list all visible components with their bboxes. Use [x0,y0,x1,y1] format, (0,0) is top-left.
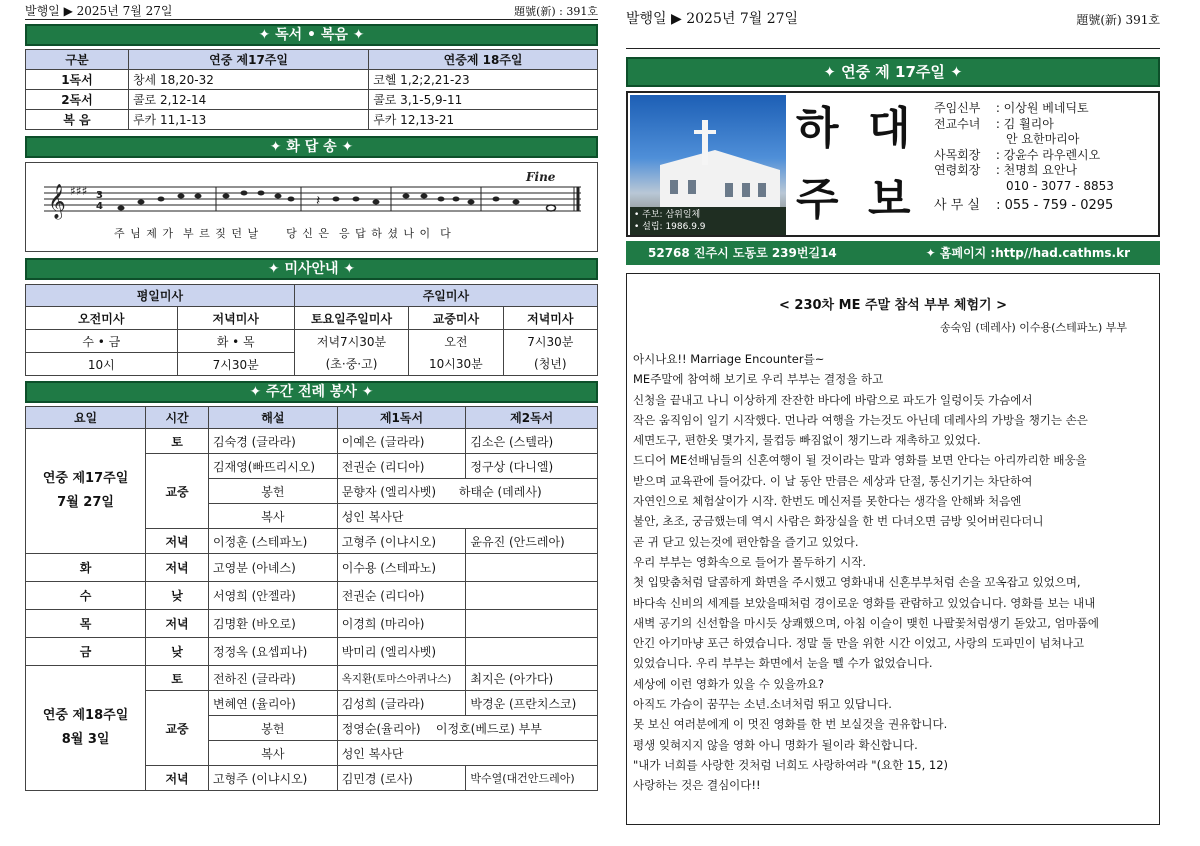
staff-row: 사목회장 : 강윤수 라우렌시오 [934,147,1101,162]
service-cell: 정정옥 (요셉피나) [209,638,338,666]
service-time: 토 [146,429,209,454]
evening-mass-time: 7시30분 [527,334,574,349]
service-cell: 윤유진 (안드레아) [466,529,598,554]
service-time: 낮 [146,638,209,666]
service-cell: 김민경 (로사) [337,766,466,791]
masthead-char: 주 [796,174,839,225]
homepage-link[interactable]: ✦ 홈페이지 :http//had.cathms.kr [925,246,1130,260]
week18-title: 연중 제18주일 [42,708,129,723]
article-line: 작은 움직임이 일기 시작했다. 먼나라 여행을 가는것도 아닌데 데레사의 가방을 챙기는 손은 [633,412,1088,427]
masthead-title [788,93,926,235]
offering-cell: 문향자 (엘리사벳) 하태순 (데레사) [337,479,597,504]
masthead-char: 하 [796,103,839,154]
psalm-lyrics: 주 님 제 가 부 르 짖 던 날 당 신 은 응 답 하 셨 나 이 다 [114,227,452,240]
mass-subheader: 토요일주일미사 [294,307,408,330]
left-pub-row [25,0,598,20]
saturday-mass-time: 저녁7시30분 [316,334,387,349]
church-photo [630,95,786,235]
service-cell: 이수용 (스테파노) [337,554,466,582]
mass-subheader: 교중미사 [409,307,503,330]
server-label: 복사 [209,741,338,766]
service-cell: 정구상 (다니엘) [466,454,598,479]
article-line: 아직도 가슴이 꿈꾸는 소년.소녀처럼 뛰고 있답니다. [633,697,892,712]
sunday-mass-header: 주일미사 [294,285,597,307]
service-header-row [26,407,598,429]
service-cell: 이정훈 (스테파노) [209,529,338,554]
staff-row: 주임신부 : 이상원 베네딕토 [934,101,1089,115]
article-line: 바다속 신비의 세계를 보았을때처럼 경이로운 영화를 관람하고 있었습니다. 영화를 보는 내내 [633,595,1096,610]
service-time: 저녁 [146,529,209,554]
mass-table [25,284,598,376]
readings-header: 연중 제17주일 [128,50,368,70]
service-cell: 서영희 (안젤라) [209,582,338,610]
offering-label: 봉헌 [209,716,338,741]
service-cell: 김재영(빠뜨리시오) [209,454,338,479]
reading-cell: 코헬 1,2;2,21-23 [369,70,598,90]
reading-cell: 창세 18,20-32 [128,70,368,90]
service-cell-empty [466,610,598,638]
mass-top-header-row [26,285,598,307]
mass-subheader: 오전미사 [26,307,178,330]
service-header: 해설 [209,407,338,429]
left-issue-no: 題號(新) : 391호 [514,5,598,18]
staff-row [934,179,1114,195]
saturday-mass-cell [294,330,408,376]
weekday-days: 수 • 금 [26,330,178,353]
article-line: ME주말에 참여해 보기로 우리 부부는 결정을 하고 [633,372,884,387]
service-cell: 옥지환(토마스아퀴나스) [337,666,466,691]
article-line: 못 보신 여러분에게 이 멋진 영화를 한 번 보실것을 권유합니다. [633,717,948,732]
service-cell: 고형주 (이냐시오) [337,529,466,554]
weekday-label: 화 [26,554,146,582]
weekday-label: 목 [26,610,146,638]
staff-value: 010 - 3077 - 8853 [1006,178,1114,193]
table-row [26,429,598,454]
weekday-days: 화 • 목 [177,330,294,353]
article-line: 불안, 초조, 궁금했는데 역시 사람은 화장실을 한 번 다녀오면 금방 잊어버린다더니 [633,514,1044,529]
week17-date: 7월 27일 [57,495,114,510]
readings-title: ✦ 독서 • 복음 ✦ [25,24,598,46]
staff-value: 강윤수 라우렌시오 [1003,147,1101,162]
article-line: 드디어 ME선배님들의 신혼여행이 될 것이라는 말과 영화를 보면 안다는 아리까리한 배웅을 [633,453,1087,468]
right-pub-row [626,0,1160,28]
masthead-char: 보 [868,174,911,225]
service-cell: 박미리 (엘리사벳) [337,638,466,666]
service-cell: 전하진 (글라라) [209,666,338,691]
svg-text:3: 3 [96,190,103,201]
service-cell: 고형주 (이냐시오) [209,766,338,791]
staff-row: 연령회장 : 천명희 요안나 [934,163,1078,177]
service-time: 저녁 [146,554,209,582]
article-line: 아시나요!! Marriage Encounter를~ [633,352,825,366]
article-line: 곧 귀 닫고 있는것에 편안함을 즐기고 있었다. [633,534,859,549]
service-cell: 고영분 (아녜스) [209,554,338,582]
table-row [26,110,598,130]
article-title: < 230차 ME 주말 참석 부부 체험기 > [779,298,1007,313]
staff-label: 연령회장 [934,163,981,177]
right-pub-date: 발행일 ▶ 2025년 7월 27일 [626,11,799,27]
staff-value: 천명희 요안나 [1003,163,1078,177]
table-row [26,554,598,582]
svg-text:♯♯♯: ♯♯♯ [70,184,88,198]
readings-header: 구분 [26,50,129,70]
service-cell-empty [466,638,598,666]
mass-subheader: 저녁미사 [177,307,294,330]
server-cell: 성인 복사단 [337,741,597,766]
service-cell: 최지은 (아가다) [466,666,598,691]
table-row [26,90,598,110]
service-cell-empty [466,582,598,610]
mass-title: ✦ 미사안내 ✦ [25,258,598,280]
service-cell: 박수열(대건안드레아) [466,766,598,791]
service-time: 낮 [146,582,209,610]
article-line: 있었습니다. 우리 부부는 화면에서 눈을 뗄 수가 없었습니다. [633,656,933,671]
left-page [25,0,598,791]
staff-value: 안 요한마리아 [1006,132,1080,146]
weekday-time: 7시30분 [177,353,294,376]
staff-row: 전교수녀 : 김 휠리아 [934,116,1054,131]
right-issue-no: 題號(新) 391호 [1076,13,1160,27]
right-page [626,0,1160,825]
table-row [26,70,598,90]
article-line: 신청을 끝내고 나니 이상하게 잔잔한 바다에 바람으로 파도가 일렁이듯 가슴에서 [633,392,1033,407]
table-row [26,610,598,638]
article-box [626,273,1160,825]
week18-cell [26,666,146,791]
article-line: 우리 부부는 영화속으로 들어가 몰두하기 시작. [633,554,867,569]
reading-cell: 루카 12,13-21 [369,110,598,130]
readings-header: 연중제 18주일 [369,50,598,70]
article-line: "내가 너희를 사랑한 것처럼 너희도 사랑하여라 "(요한 15, 12) [633,757,949,772]
service-cell: 이예은 (글라라) [337,429,466,454]
reading-cell: 콜로 2,12-14 [128,90,368,110]
service-header: 제1독서 [337,407,466,429]
table-row [26,666,598,691]
svg-text:𝄽: 𝄽 [316,193,321,209]
reading-label: 1독서 [26,70,129,90]
service-time: 토 [146,666,209,691]
evening-mass-note: (청년) [534,356,567,371]
week17-title: 연중 제17주일 [42,471,129,486]
mass-subheader: 저녁미사 [503,307,597,330]
week17-cell [26,429,146,554]
weekday-label: 수 [26,582,146,610]
article-body [633,349,1153,796]
reading-label: 2독서 [26,90,129,110]
weekday-time: 10시 [26,353,178,376]
service-header: 시간 [146,407,209,429]
main-mass-line1: 오전 [444,334,468,349]
table-row [26,330,598,353]
offering-cell: 정영순(율리아) 이정호(베드로) 부부 [337,716,597,741]
article-line: 자연인으로 체험살이가 시작. 한번도 메신저를 못한다는 생각을 안해봐 처음엔 [633,494,1022,509]
service-header: 요일 [26,407,146,429]
server-cell: 성인 복사단 [337,504,597,529]
staff-row [934,132,1114,148]
reading-cell: 콜로 3,1-5,9-11 [369,90,598,110]
service-title: ✦ 주간 전례 봉사 ✦ [25,381,598,403]
evening-mass-cell [503,330,597,376]
masthead [626,91,1160,237]
reading-cell: 루카 11,1-13 [128,110,368,130]
service-cell: 변혜연 (율리아) [209,691,338,716]
service-time: 교중 [146,691,209,766]
main-mass-cell [409,330,503,376]
service-cell: 이경희 (마리아) [337,610,466,638]
service-cell: 김명환 (바오로) [209,610,338,638]
main-mass-line2: 10시30분 [429,356,483,371]
service-time: 저녁 [146,766,209,791]
service-cell: 박경운 (프란치스코) [466,691,598,716]
article-line: 안긴 아기마냥 포근 하였습니다. 정말 둘 만을 위한 시간 이었고, 사랑의 도파민이 넘쳐나고 [633,636,1085,651]
service-cell: 김성희 (글라라) [337,691,466,716]
service-time: 교중 [146,454,209,529]
offering-label: 봉헌 [209,479,338,504]
patron-caption: • 주보: 삼위일체 [634,210,701,220]
article-line: 평생 잊혀지지 않을 영화 아니 명화가 될이라 확신합니다. [633,737,918,752]
psalm-score [25,162,598,252]
article-line: 세상에 이런 영화가 있을 수 있을까요? [633,676,825,691]
saturday-mass-note: (초·중·고) [325,356,378,371]
fine-mark: Fine [526,170,556,184]
mass-subheader-row [26,307,598,330]
staff-value: 055 - 759 - 0295 [1004,198,1114,213]
staff-label: 사목회장 [934,147,981,162]
founded-caption: • 설립: 1986.9.9 [634,222,706,232]
photo-caption [630,207,786,235]
staff-row: 사 무 실 : 055 - 759 - 0295 [934,198,1114,213]
staff-label: 주임신부 [934,101,981,115]
staff-label: 전교수녀 [934,116,981,131]
staff-label: 사 무 실 [934,198,980,213]
article-line: 세면도구, 편한옷 몇가지, 물컵등 빠짐없이 챙기느라 재촉하고 있었다. [633,433,981,448]
service-cell: 전권순 (리디아) [337,454,466,479]
weekday-label: 금 [26,638,146,666]
table-row [26,582,598,610]
svg-text:𝄞: 𝄞 [48,184,66,219]
service-cell: 전권순 (리디아) [337,582,466,610]
service-cell: 김소은 (스텔라) [466,429,598,454]
service-header: 제2독서 [466,407,598,429]
weekday-mass-header: 평일미사 [26,285,295,307]
staff-list [934,101,1114,214]
service-cell: 김숙경 (글라라) [209,429,338,454]
article-line: 받으며 교육관에 들어갔다. 이 날 동안 만큼은 세상과 단절, 통신기기는 차단하여 [633,473,1033,488]
reading-label: 복 음 [26,110,129,130]
address: 52768 진주시 도동로 239번길14 [648,246,837,260]
table-row [26,638,598,666]
service-cell-empty [466,554,598,582]
article-line: 새벽 공기의 신선함을 마시듯 상쾌했으며, 아침 이슬이 맺힌 나팔꽃처럼생기 돋았고, 엄마품에 [633,615,1100,630]
readings-header-row [26,50,598,70]
masthead-char: 대 [868,103,911,154]
article-author: 송숙임 (데레사) 이수용(스테파노) 부부 [939,321,1127,334]
article-line: 사랑하는 것은 결심이다!! [633,778,761,793]
readings-table [25,49,598,130]
service-time: 저녁 [146,610,209,638]
server-label: 복사 [209,504,338,529]
address-bar [626,241,1160,265]
staff-value: 김 휠리아 [1003,116,1054,131]
psalm-title: ✦ 화 답 송 ✦ [25,136,598,158]
staff-value: 이상원 베네딕토 [1003,101,1089,115]
svg-text:4: 4 [96,201,103,212]
week18-date: 8월 3일 [61,732,110,747]
left-pub-date: 발행일 ▶ 2025년 7월 27일 [25,4,173,18]
article-line: 첫 입맞춤처럼 달콤하게 화면을 주시했고 영화내내 신혼부부처럼 손을 꼬옥잡고 있었으며, [633,575,1081,590]
sunday-title: ✦ 연중 제 17주일 ✦ [626,57,1160,87]
service-table [25,406,598,791]
